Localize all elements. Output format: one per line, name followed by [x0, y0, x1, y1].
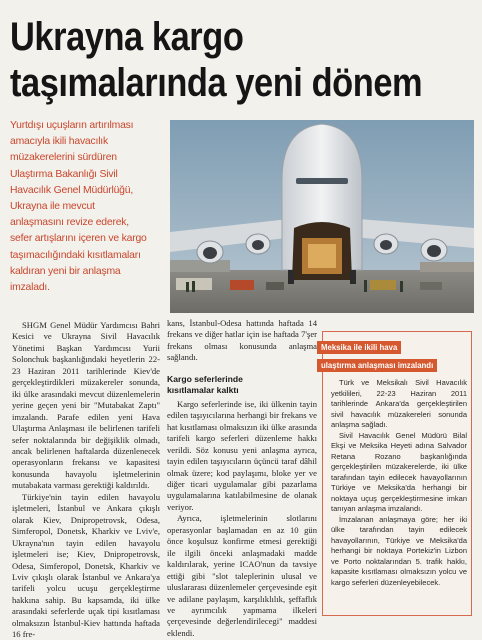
lead-line: imzaladı. [10, 282, 50, 294]
body-paragraph: kans, İstanbul-Odesa hattında haftada 14 frekans ve diğer hatlar için ise haftada 7'şer frekans olması konusunda anlaşma sağlandı. [167, 318, 317, 363]
lead-line: amacıyla ikili havacılık [10, 136, 108, 148]
body-paragraph: Ayrıca, işletmelerinin slotlarını operasyonlar başlamadan en az 10 gün önce koşulsuz konfirme etmesi gerektiği ile ilgili önceki anlaşmadaki madde kaldırılarak, yerine ICAO'nun da tavsiye ettiği gibi "slot taleplerinin ulusal ve uluslararası düzenlemeler çerçevesinde eşit ve adilane paylaşım, karşılıklılık, şeffaflık ve ayrımcılık yapmama ilkeleri çerçevesinde değerlendirilecegi" maddesi eklendi. [167, 513, 317, 638]
article-column-1 [12, 320, 160, 640]
lead-line: Ulaştırma Bakanlığı Sivil [10, 168, 118, 180]
lead-line: Yurtdışı uçuşların artırılması [10, 120, 134, 131]
sidebox-title [317, 337, 467, 373]
sidebox-text [331, 378, 467, 588]
lead-line: Havacılık Genel Müdürlüğü, [10, 184, 134, 196]
section-subhead [167, 374, 317, 397]
headline [10, 14, 423, 106]
subhead-line: kısıtlamalar kalktı [167, 385, 239, 396]
lead-line: Ukrayna ile mevcut [10, 201, 95, 213]
sidebox-title-line: Meksika ile ikili hava [317, 341, 401, 354]
lead-line: kaldıran yeni bir anlaşma [10, 265, 121, 277]
body-paragraph: SHGM Genel Müdür Yardımcısı Bahri Kesici ve Ukrayna Sivil Havacılık Yönetimi Başkan Yardımcısı Yurii Solonchuk başkanlığındaki heyetlerin 22-23 Haziran 2011 tarihlerinde Kiev'de gerçekleştirdikleri müzakereler sonunda, iki ülke arasındaki mevcut düzenlemelerin yerine geçen yeni bir "Mutabakat Zaptı" imzalandı. Parafe edilen yeni Hava Ulaştırma Anlaşması ile belirlenen tarifeli sefer noktalarında bir değişiklik olmadı, ancak belirlenen haftalarda düzenlenecek operasyonların frekansı ve kapasitesi konusunda havayolu işletmelerinin mutabakata varması gerektiği kaldırıldı. [12, 320, 160, 491]
body-paragraph: Kargo seferlerinde ise, iki ülkenin tayin edilen taşıyıcılarına herhangi bir frekans ve hat kısıtlaması olmaksızın iki ülke arasında tarifeli kargo seferleri düzenleme hakkı verildi. Söz konusu yeni anlaşma ayrıca, tayin edilen taşıyıcıların üçüncü taraf dâhil olmak üzere; kod paylaşımı, bloke yer ve diğer ticari uygulamalar gibi pazarlama uygulamalarına katılabilmesine de olanak veriyor. [167, 398, 317, 512]
photo-illustration [170, 120, 474, 313]
sidebox-paragraph: İmzalanan anlaşmaya göre; her iki ülke tarafından tayin edilecek havayollarının, Türkiye ve Meksika'da herhangi bir noktaya Portekiz'in Lizbon ve Porto noktalarından 5. trafik hakkı, kapasite kısıtlaması olmaksızın yolcu ve kargo seferleri düzenleyebilecek. [331, 514, 467, 587]
lead-line: sefer artışlarını içeren ve kargo [10, 233, 147, 245]
headline-line-1: Ukrayna kargo [10, 15, 244, 59]
lead-line: anlaşmasını revize ederek, [10, 217, 129, 229]
lead-line: taşımacılığındaki kısıtlamaları [10, 249, 141, 261]
headline-line-2: taşımalarında yeni dönem [10, 61, 423, 105]
article-column-2 [167, 318, 317, 639]
lead-paragraph [10, 118, 168, 296]
sidebox-paragraph: Türk ve Meksikalı Sivil Havacılık yetkilileri, 22-23 Haziran 2011 tarihlerinde Ankara'da gerçekleştirilen sivil havacılık müzakereleri sonunda anlaşma sağladı. [331, 378, 467, 429]
subhead-line: Kargo seferlerinde [167, 373, 243, 384]
sidebar-box-mexico [322, 331, 472, 616]
body-paragraph: Türkiye'nin tayin edilen havayolu işletmeleri, İstanbul ve Ankara çıkışlı olarak Kiev, Dnipropetrovsk, Odesa, Simferopol, Donetsk, Kharkiv ve Lviv'e, Ukrayna'nın tayin edilen havayolu işletmeleri ise; Kiev, Dnipropetrovsk, Odesa, Simferopol, Donetsk, Kharkiv ve Lviv çıkışlı olarak İstanbul ve Ankara'ya tarifeli yolcu ucuşu gerçekleştirme hakkına sahip. Bu kapsamda, iki ülke arasındaki seferlerde uçak tipi kısıtlaması olmaksızın İstanbul-Kiev hattında haftada 16 fre- [12, 491, 160, 640]
sidebox-paragraph: Sivil Havacılık Genel Müdürü Bilal Ekşi ve Meksika Heyeti adına Salvador Retana Rozano başkanlığında gerçekleştirilen müzakerelerde, iki ülke tarafından tayin edilecek havayollarının Türkiye ve Meksika'da herhangi bir noktaya uçuş gerçekleştirmesine imkan tanıyan anlaşma imzalandı. [331, 430, 467, 513]
cargo-aircraft-photo [170, 120, 474, 313]
lead-line: müzakerelerini sürdüren [10, 152, 117, 164]
sidebox-title-line: ulaştırma anlaşması imzalandı [317, 359, 437, 372]
